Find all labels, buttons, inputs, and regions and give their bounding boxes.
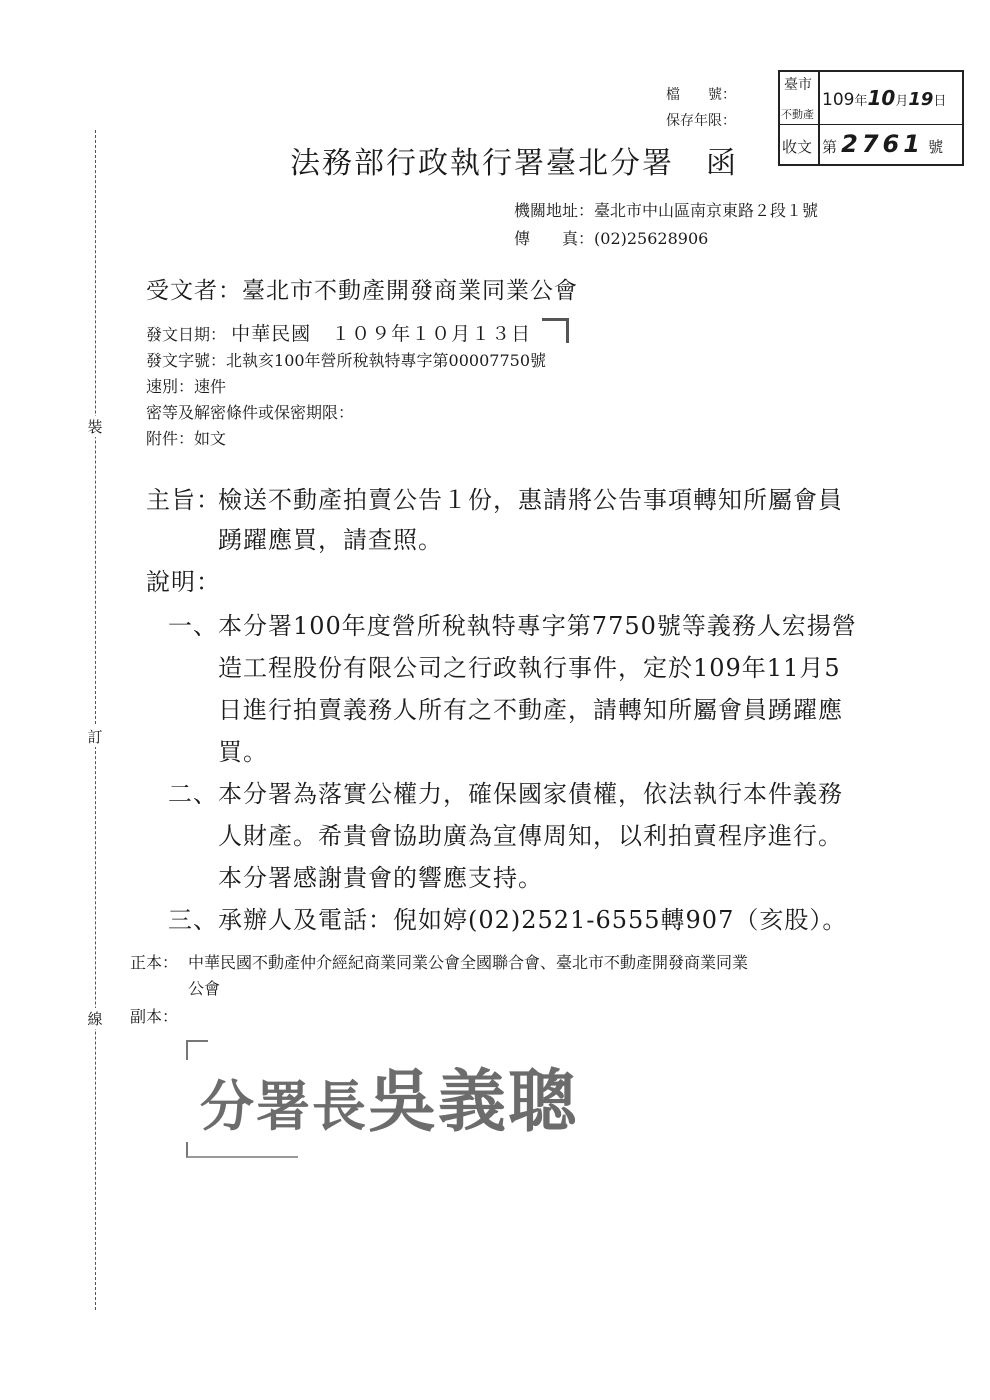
explanation-item-1-num: 一、 [168, 612, 218, 640]
stamp-date-year: 109 [822, 90, 855, 110]
agency-address-line [514, 198, 818, 221]
secret-line: 密等及解密條件或保密期限： [146, 403, 355, 422]
explanation-item-3-num: 三、 [168, 906, 218, 934]
director-signature-seal [186, 1040, 654, 1158]
issue-date-line [146, 318, 569, 346]
subject-line-2: 踴躍應買，請查照。 [218, 526, 443, 554]
doc-number-line [146, 348, 546, 371]
retention-label: 保存年限： [666, 113, 736, 129]
binding-mark-ding: 訂 [80, 726, 110, 747]
issue-date-value: 中華民國 １０９年１０月１３日 [231, 323, 532, 345]
recipient-value: 臺北市不動產開發商業同業公會 [242, 278, 578, 304]
stamp-date [822, 86, 946, 110]
received-stamp [778, 70, 964, 166]
explanation-item-1-line-2: 造工程股份有限公司之行政執行事件，定於109年11月5 [218, 654, 841, 682]
explanation-item-1-line-3: 日進行拍賣義務人所有之不動產，請轉知所屬會員踴躍應 [218, 696, 843, 724]
explanation-label: 說明： [146, 568, 221, 596]
agency-address: 臺北市中山區南京東路２段１號 [594, 201, 819, 220]
doc-number-value: 北執亥100年營所稅執特專字第00007750號 [226, 351, 546, 370]
binding-mark-zhuang: 裝 [80, 416, 110, 437]
stamp-number-suffix: 號 [928, 138, 944, 156]
speed-line [146, 374, 226, 397]
explanation-item-2-line-2: 人財產。希貴會協助廣為宣傳周知，以利拍賣程序進行。 [218, 822, 843, 850]
stamp-receive-label: 收文 [782, 138, 813, 156]
explanation-item-2-line-1: 本分署為落實公權力，確保國家債權，依法執行本件義務 [218, 780, 843, 808]
attachment-line [146, 426, 226, 449]
signature-title: 分署長 [200, 1074, 368, 1138]
agency-fax: (02)25628906 [594, 229, 709, 248]
agency-fax-line [514, 226, 708, 249]
doc-number-label: 發文字號： [146, 351, 227, 370]
binding-mark-xian: 線 [80, 1008, 110, 1029]
issue-date-seal-mark [542, 318, 569, 343]
stamp-number-prefix: 第 [822, 138, 838, 156]
file-number-label: 檔 號： [666, 87, 736, 103]
stamp-date-month: 10 [867, 86, 896, 110]
stamp-date-day: 19 [908, 89, 934, 110]
explanation-item-2-num: 二、 [168, 780, 218, 808]
speed-label: 速別： [146, 377, 195, 396]
agency-address-label: 機關地址： [514, 201, 595, 220]
subject-line-1: 檢送不動產拍賣公告１份，惠請將公告事項轉知所屬會員 [218, 486, 843, 514]
signature-name: 吳義聰 [368, 1062, 579, 1142]
stamp-number [822, 130, 943, 158]
attachment-label: 附件： [146, 429, 195, 448]
main-recipient-label: 正本： [130, 953, 179, 972]
main-recipient-line-1: 中華民國不動產仲介經紀商業同業公會全國聯合會、臺北市不動產開發商業同業 [188, 953, 749, 972]
issue-date-label: 發文日期： [146, 325, 227, 344]
stamp-date-year-unit: 年 [854, 94, 868, 109]
explanation-item-3-line-1: 承辦人及電話：倪如婷(02)2521-6555轉907（亥股）。 [218, 906, 848, 934]
main-recipient-line-2: 公會 [188, 979, 221, 998]
attachment-value: 如文 [194, 429, 227, 448]
recipient-line [146, 272, 578, 305]
agency-fax-label: 傳 真： [514, 229, 595, 248]
stamp-org-mid: 不動產 [781, 108, 814, 121]
explanation-item-1-line-1: 本分署100年度營所稅執特專字第7750號等義務人宏揚營 [218, 612, 857, 640]
stamp-date-day-unit: 日 [933, 94, 947, 109]
binding-line [95, 130, 96, 1310]
explanation-item-2-line-3: 本分署感謝貴會的響應支持。 [218, 864, 543, 892]
subject-label: 主旨： [146, 486, 221, 514]
explanation-item-1-line-4: 買。 [218, 738, 268, 766]
speed-value: 速件 [194, 377, 227, 396]
copy-recipient-label: 副本： [130, 1007, 179, 1026]
stamp-number-value: 2761 [841, 130, 924, 158]
stamp-org-top: 臺市 [784, 77, 812, 93]
stamp-date-month-unit: 月 [895, 94, 909, 109]
stamp-divider [780, 124, 962, 125]
recipient-label: 受文者： [146, 278, 242, 304]
signature-text [200, 1048, 578, 1145]
document-title: 法務部行政執行署臺北分署 函 [290, 146, 738, 181]
